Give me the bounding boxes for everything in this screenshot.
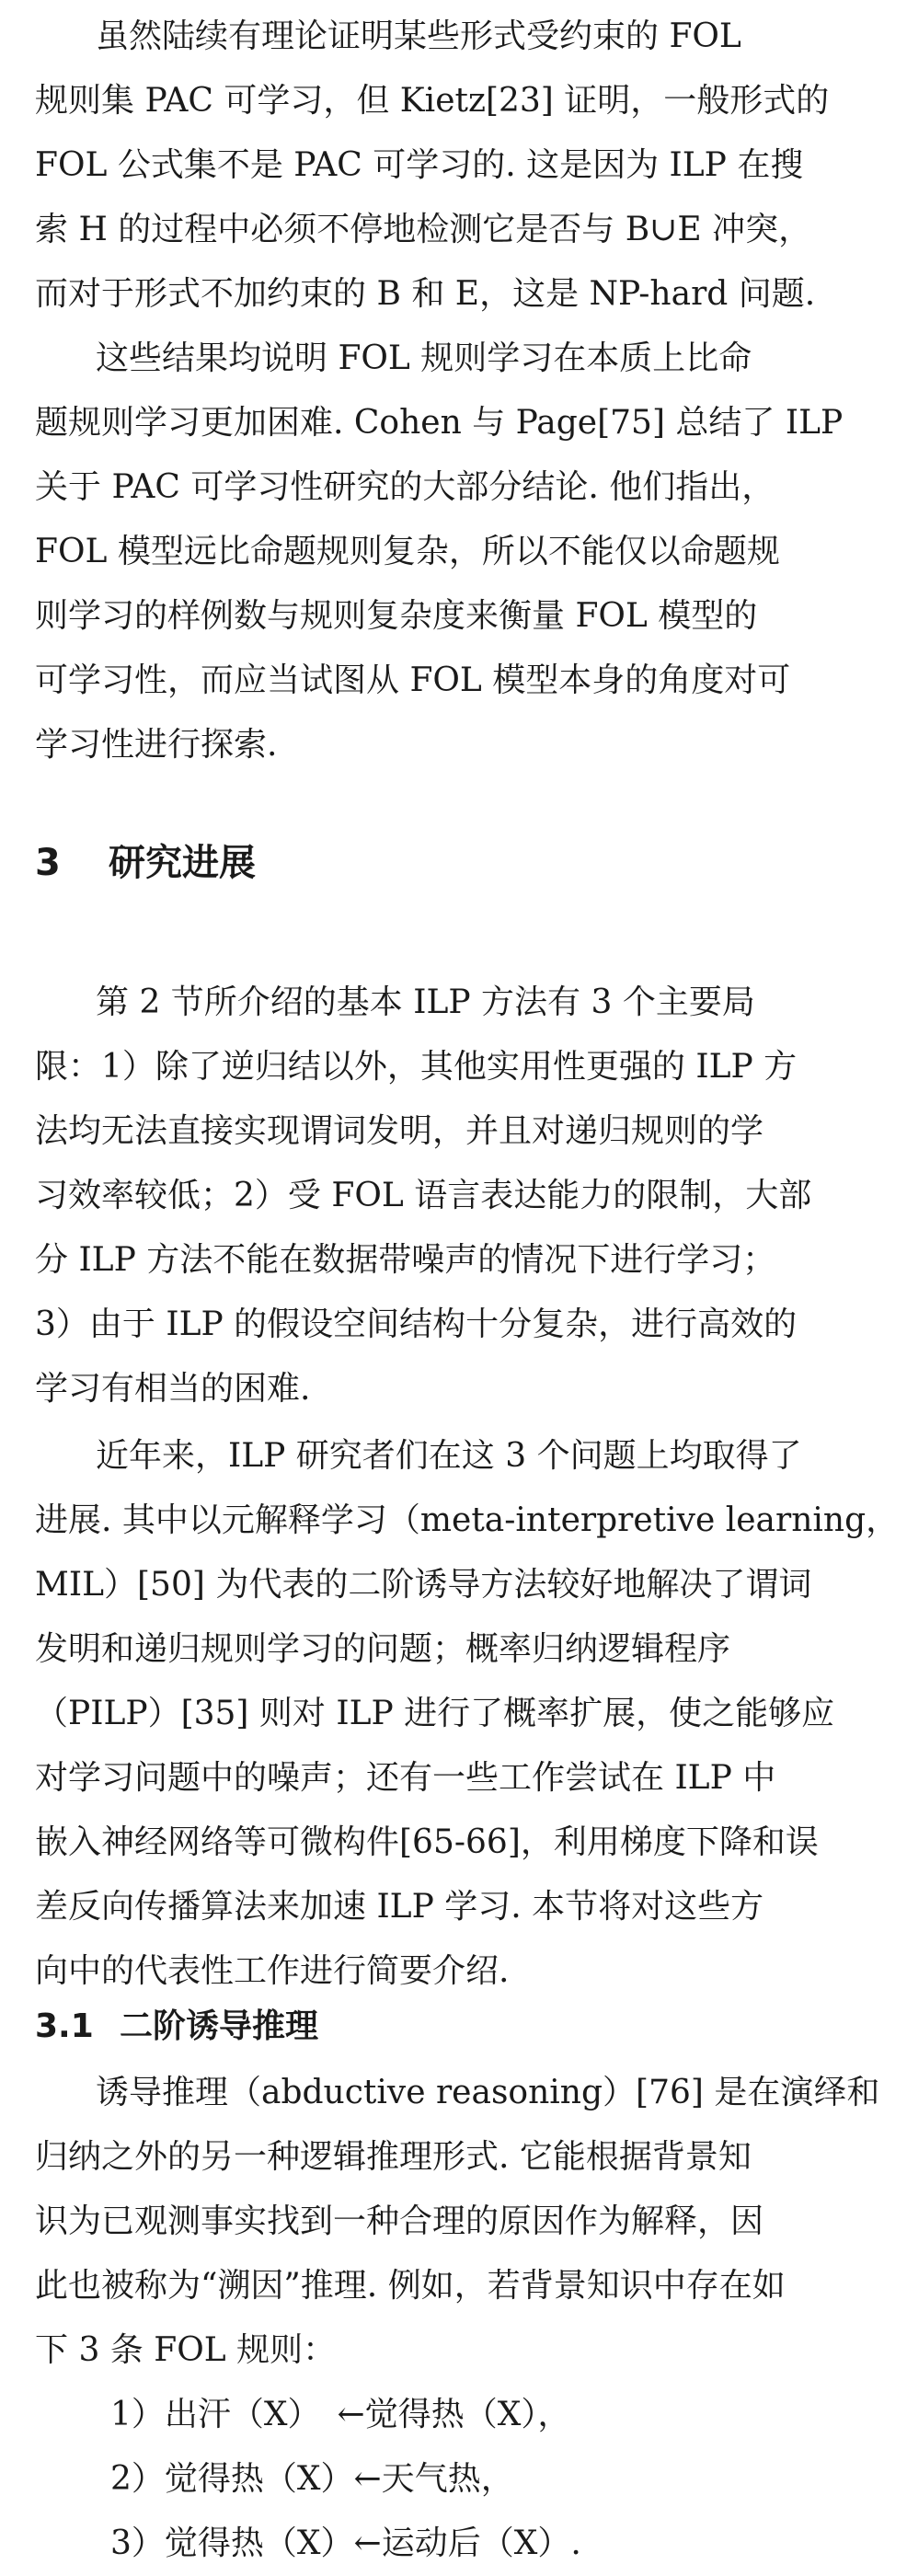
text-line: 下 3 条 FOL 规则： bbox=[35, 2331, 337, 2369]
section-number: 3 bbox=[35, 842, 61, 884]
text-line: 限：1）除了逆归结以外，其他实用性更强的 ILP 方 bbox=[35, 1048, 798, 1086]
subsection-number: 3.1 bbox=[35, 2007, 94, 2045]
text-line: 嵌入神经网络等可微构件[65-66]，利用梯度下降和误 bbox=[35, 1823, 819, 1861]
text-line: 向中的代表性工作进行简要介绍. bbox=[35, 1952, 510, 1990]
text-line: 可学习性，而应当试图从 FOL 模型本身的角度对可 bbox=[35, 661, 791, 699]
text-line: 近年来，ILP 研究者们在这 3 个问题上均取得了 bbox=[96, 1437, 802, 1475]
text-line: 而对于形式不加约束的 B 和 E，这是 NP-hard 问题. bbox=[35, 275, 816, 313]
text-line: 诱导推理（abductive reasoning）[76] 是在演绎和 bbox=[96, 2074, 880, 2111]
text-line: 进展. 其中以元解释学习（meta-interpretive learning， bbox=[35, 1501, 900, 1539]
rule-item: 1）出汗（X） ←觉得热（X）， bbox=[110, 2396, 571, 2433]
text-line: FOL 公式集不是 PAC 可学习的. 这是因为 ILP 在搜 bbox=[35, 146, 804, 184]
text-line: 学习有相当的困难. bbox=[35, 1370, 311, 1408]
subsection-heading bbox=[35, 1995, 318, 2059]
text-line: 差反向传播算法来加速 ILP 学习. 本节将对这些方 bbox=[35, 1888, 764, 1926]
text-line: 法均无法直接实现谓词发明，并且对递归规则的学 bbox=[35, 1112, 764, 1150]
text-line: 归纳之外的另一种逻辑推理形式. 它能根据背景知 bbox=[35, 2138, 752, 2176]
text-line: FOL 模型远比命题规则复杂，所以不能仅以命题规 bbox=[35, 533, 780, 570]
text-line: 题规则学习更加困难. Cohen 与 Page[75] 总结了 ILP bbox=[35, 404, 844, 442]
text-line: 学习性进行探索. bbox=[35, 726, 278, 764]
text-line: 分 ILP 方法不能在数据带噪声的情况下进行学习； bbox=[35, 1241, 776, 1279]
text-line: 索 H 的过程中必须不停地检测它是否与 B∪E 冲突， bbox=[35, 211, 812, 248]
subsection-title: 二阶诱导推理 bbox=[120, 2007, 319, 2045]
text-line: 第 2 节所介绍的基本 ILP 方法有 3 个主要局 bbox=[96, 983, 755, 1021]
text-line: 此也被称为“溯因”推理. 例如，若背景知识中存在如 bbox=[35, 2267, 786, 2305]
rule-item: 3）觉得热（X）←运动后（X）. bbox=[110, 2524, 581, 2562]
text-line: 关于 PAC 可学习性研究的大部分结论. 他们指出， bbox=[35, 468, 775, 506]
section-heading bbox=[35, 831, 256, 895]
text-line: 习效率较低；2）受 FOL 语言表达能力的限制，大部 bbox=[35, 1177, 812, 1214]
text-line: 虽然陆续有理论证明某些形式受约束的 FOL bbox=[96, 17, 741, 55]
text-line: MIL）[50] 为代表的二阶诱导方法较好地解决了谓词 bbox=[35, 1566, 812, 1604]
text-line: 这些结果均说明 FOL 规则学习在本质上比命 bbox=[96, 339, 752, 377]
section-title: 研究进展 bbox=[109, 842, 256, 884]
text-line: 3）由于 ILP 的假设空间结构十分复杂，进行高效的 bbox=[35, 1305, 798, 1343]
text-line: 发明和递归规则学习的问题；概率归纳逻辑程序 bbox=[35, 1630, 731, 1668]
text-line: 则学习的样例数与规则复杂度来衡量 FOL 模型的 bbox=[35, 597, 758, 635]
rule-item: 2）觉得热（X）←天气热， bbox=[110, 2460, 514, 2498]
text-line: 识为已观测事实找到一种合理的原因作为解释，因 bbox=[35, 2202, 764, 2240]
text-line: 对学习问题中的噪声；还有一些工作尝试在 ILP 中 bbox=[35, 1759, 776, 1797]
text-line: （PILP）[35] 则对 ILP 进行了概率扩展，使之能够应 bbox=[35, 1695, 835, 1732]
text-line: 规则集 PAC 可学习，但 Kietz[23] 证明，一般形式的 bbox=[35, 82, 830, 120]
